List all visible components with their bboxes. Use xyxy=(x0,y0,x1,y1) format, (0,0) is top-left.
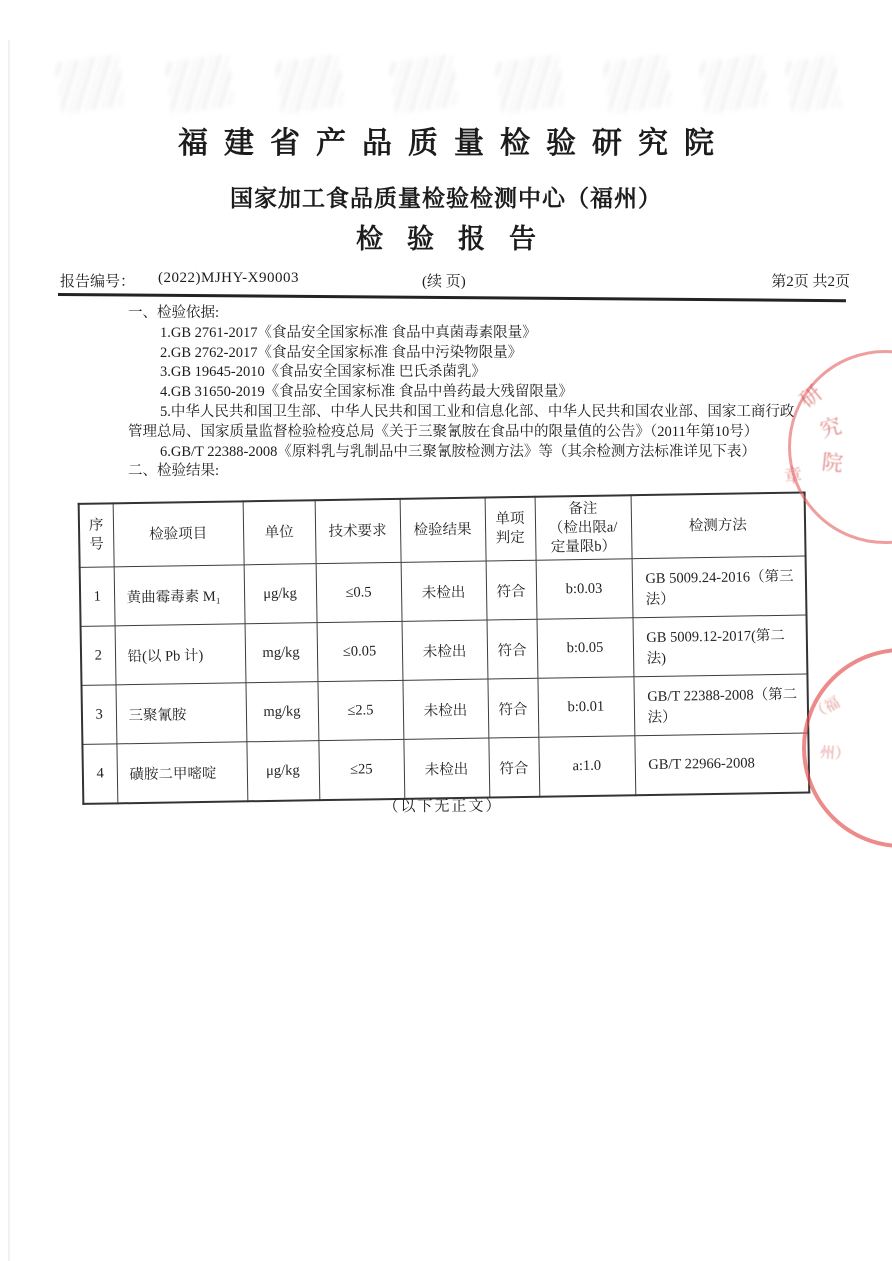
basis-item-4: 4.GB 31650-2019《食品安全国家标准 食品中兽药最大残留限量》 xyxy=(160,384,573,401)
basis-section-heading: 一、检验依据: xyxy=(128,305,220,321)
cell-requirement: ≤2.5 xyxy=(317,680,403,740)
report-no-label: 报告编号： xyxy=(60,274,136,290)
cell-method: GB/T 22388-2008（第二法） xyxy=(633,674,808,736)
seal-char: 州） xyxy=(819,744,851,764)
cell-method: GB/T 22966-2008 xyxy=(634,733,809,795)
cell-remark: b:0.05 xyxy=(537,618,634,679)
cell-result: 未检出 xyxy=(402,620,488,680)
cell-result: 未检出 xyxy=(402,679,488,739)
cell-method: GB 5009.12-2017(第二法) xyxy=(633,615,808,677)
cell-requirement: ≤25 xyxy=(318,739,404,800)
cell-remark: b:0.03 xyxy=(536,559,633,620)
results-table-wrap xyxy=(78,491,811,804)
col-header-remark: 备注 （检出限a/ 定量限b） xyxy=(535,495,632,560)
basis-item-2: 2.GB 2762-2017《食品安全国家标准 食品中污染物限量》 xyxy=(160,344,523,361)
seal-char: （福 xyxy=(808,694,843,723)
report-body xyxy=(60,304,804,482)
col-header-requirement: 技术要求 xyxy=(315,499,401,564)
cell-result: 未检出 xyxy=(401,561,487,621)
cell-item: 三聚氰胺 xyxy=(115,683,246,744)
basis-item-3: 3.GB 19645-2010《食品安全国家标准 巴氏杀菌乳》 xyxy=(160,364,486,381)
col-header-item: 检验项目 xyxy=(113,501,244,567)
report-header-row xyxy=(60,270,850,292)
cell-seq: 3 xyxy=(82,685,117,745)
cell-unit: μg/kg xyxy=(244,564,317,624)
cell-remark: b:0.01 xyxy=(537,677,634,738)
cell-unit: mg/kg xyxy=(245,682,318,742)
report-title: 检验报告 xyxy=(356,224,560,254)
report-no-value: (2022)MJHY-X90003 xyxy=(158,270,299,286)
cell-judgement: 符合 xyxy=(487,678,538,738)
cell-item: 铅(以 Pb 计) xyxy=(115,624,246,685)
basis-item-5: 5.中华人民共和国卫生部、中华人民共和国工业和信息化部、中华人民共和国农业部、国家工商行政管理总局、国家质量监督检验检疫总局《关于三聚氰胺在食品中的限量值的公告》（2011年第10号） xyxy=(128,403,795,440)
cell-seq: 2 xyxy=(81,626,116,686)
seal-char: 章 xyxy=(783,465,804,487)
cell-requirement: ≤0.05 xyxy=(317,621,403,681)
col-header-unit: 单位 xyxy=(243,500,316,565)
cell-judgement: 符合 xyxy=(486,560,537,620)
seal-char: 研 xyxy=(795,380,827,413)
cell-seq: 4 xyxy=(82,744,117,804)
cell-unit: mg/kg xyxy=(245,623,318,683)
basis-item-1: 1.GB 2761-2017《食品安全国家标准 食品中真菌毒素限量》 xyxy=(160,324,537,341)
cell-unit: μg/kg xyxy=(246,741,319,802)
cell-method: GB 5009.24-2016（第三法） xyxy=(632,556,807,618)
page-number-info: 第2页 共2页 xyxy=(771,274,850,290)
results-table xyxy=(78,491,811,804)
center-title: 国家加工食品质量检验检测中心（福州） xyxy=(230,186,662,211)
seal-char: 院 xyxy=(820,449,845,477)
cell-remark: a:1.0 xyxy=(538,736,635,797)
cell-seq: 1 xyxy=(80,567,115,627)
cell-judgement: 符合 xyxy=(488,737,539,797)
no-further-text-note: （以下无正文） xyxy=(383,798,503,816)
col-header-judgement: 单项 判定 xyxy=(485,497,536,561)
col-header-seq: 序 号 xyxy=(79,503,114,567)
cell-requirement: ≤0.5 xyxy=(316,562,402,622)
results-section-heading: 二、检验结果: xyxy=(128,463,220,480)
org-title: 福建省产品质量检验研究院 xyxy=(178,127,730,160)
cell-item: 黄曲霉毒素 M₁ xyxy=(114,565,245,626)
cell-item: 磺胺二甲嘧啶 xyxy=(116,742,247,804)
seal-char: 究 xyxy=(817,413,845,443)
cell-judgement: 符合 xyxy=(487,619,538,679)
cell-result: 未检出 xyxy=(403,738,489,799)
col-header-result: 检验结果 xyxy=(400,498,486,563)
header-divider-rule xyxy=(58,293,846,302)
continuation-label: (续 页) xyxy=(422,274,466,290)
basis-item-6: 6.GB/T 22388-2008《原料乳与乳制品中三聚氰胺检测方法》等（其余检测方法标准详见下表） xyxy=(160,443,756,460)
table-header-row xyxy=(79,493,806,568)
col-header-method: 检测方法 xyxy=(631,493,806,559)
